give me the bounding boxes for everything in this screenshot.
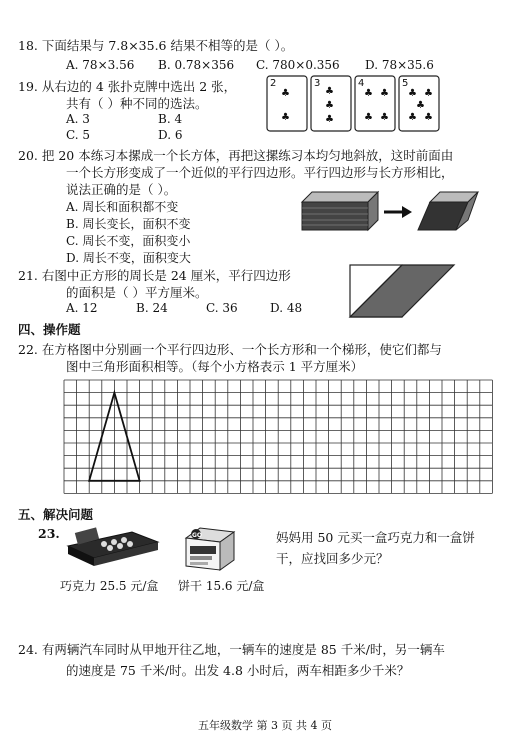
q18-option-b: B. 0.78×356 — [158, 58, 235, 72]
q20-option-a: A. 周长和面积都不变 — [66, 200, 179, 214]
q19-option-d: D. 6 — [158, 128, 183, 142]
q20-line3: 说法正确的是（ ）。 — [66, 182, 177, 197]
q18-option-d: D. 78×35.6 — [365, 58, 434, 72]
chocolate-price-label: 巧克力 25.5 元/盒 — [60, 579, 159, 593]
card-rank-2: 3 — [314, 78, 321, 89]
q24-line2: 的速度是 75 千米/时。出发 4.8 小时后，两车相距多少千米？ — [66, 663, 410, 678]
q21-line2: 的面积是（ ）平方厘米。 — [66, 285, 208, 300]
q22-line1: 22. 在方格图中分别画一个平行四边形、一个长方形和一个梯形，使它们都与 — [18, 342, 442, 357]
svg-text:♣: ♣ — [325, 100, 334, 111]
svg-text:♣: ♣ — [380, 112, 389, 123]
svg-text:♣: ♣ — [281, 88, 290, 99]
section-4-heading: 四、操作题 — [18, 322, 81, 337]
q20-option-d: D. 周长不变，面积变大 — [66, 251, 191, 265]
section-5-heading: 五、解决问题 — [18, 507, 94, 522]
svg-text:♣: ♣ — [408, 112, 417, 123]
svg-text:♣: ♣ — [364, 112, 373, 123]
q19-line2: 共有（ ）种不同的选法。 — [66, 96, 208, 111]
biscuit-box-image — [182, 524, 238, 572]
svg-text:♣: ♣ — [380, 88, 389, 99]
card-rank-3: 4 — [358, 78, 365, 89]
svg-text:♣: ♣ — [408, 88, 417, 99]
card-rank-1: 2 — [270, 78, 277, 89]
svg-text:♣: ♣ — [325, 114, 334, 125]
q20-line2: 一个长方形变成了一个近似的平行四边形。平行四边形与长方形相比， — [66, 165, 454, 180]
q21-option-b: B. 24 — [136, 301, 168, 315]
q19-option-b: B. 4 — [158, 112, 183, 126]
q20-option-b: B. 周长变长，面积不变 — [66, 217, 191, 231]
square-parallelogram-figure — [346, 262, 466, 320]
q20-option-c: C. 周长不变，面积变小 — [66, 234, 191, 248]
q18-stem: 18. 下面结果与 7.8×35.6 结果不相等的是（ ）。 — [18, 38, 294, 53]
q19-line1: 19. 从右边的 4 张扑克牌中选出 2 张， — [18, 79, 237, 94]
notebook-stack-figure — [298, 188, 488, 236]
q24-line1: 24. 有两辆汽车同时从甲地开往乙地，一辆车的速度是 85 千米/时，另一辆车 — [18, 642, 445, 657]
playing-cards-figure — [265, 74, 445, 134]
q22-line2: 图中三角形面积相等。（每个小方格表示 1 平方厘米） — [66, 359, 364, 374]
chocolate-box-image — [62, 524, 162, 570]
q21-option-c: C. 36 — [206, 301, 238, 315]
q23-line2: 干，应找回多少元？ — [276, 551, 389, 566]
svg-text:♣: ♣ — [281, 112, 290, 123]
svg-text:♣: ♣ — [416, 100, 425, 111]
svg-text:♣: ♣ — [364, 88, 373, 99]
q20-line1: 20. 把 20 本练习本摞成一个长方体，再把这摞练习本均匀地斜放，这时前面由 — [18, 148, 454, 163]
q19-option-a: A. 3 — [66, 112, 90, 126]
svg-text:♣: ♣ — [424, 88, 433, 99]
q23-line1: 妈妈用 50 元买一盒巧克力和一盒饼 — [276, 530, 475, 545]
q23-number: 23. — [38, 526, 60, 541]
page-footer: 五年级数学 第 3 页 共 4 页 — [198, 719, 332, 732]
q18-option-a: A. 78×3.56 — [66, 58, 135, 72]
q19-option-c: C. 5 — [66, 128, 91, 142]
biscuit-brand-text: GO — [192, 532, 203, 539]
biscuit-price-label: 饼干 15.6 元/盒 — [178, 579, 265, 593]
q21-option-a: A. 12 — [66, 301, 98, 315]
square-grid — [60, 374, 500, 500]
svg-text:♣: ♣ — [424, 112, 433, 123]
q18-option-c: C. 780×0.356 — [256, 58, 340, 72]
card-rank-4: 5 — [402, 78, 409, 89]
q21-option-d: D. 48 — [270, 301, 303, 315]
q21-line1: 21. 右图中正方形的周长是 24 厘米，平行四边形 — [18, 268, 291, 283]
svg-text:♣: ♣ — [325, 86, 334, 97]
